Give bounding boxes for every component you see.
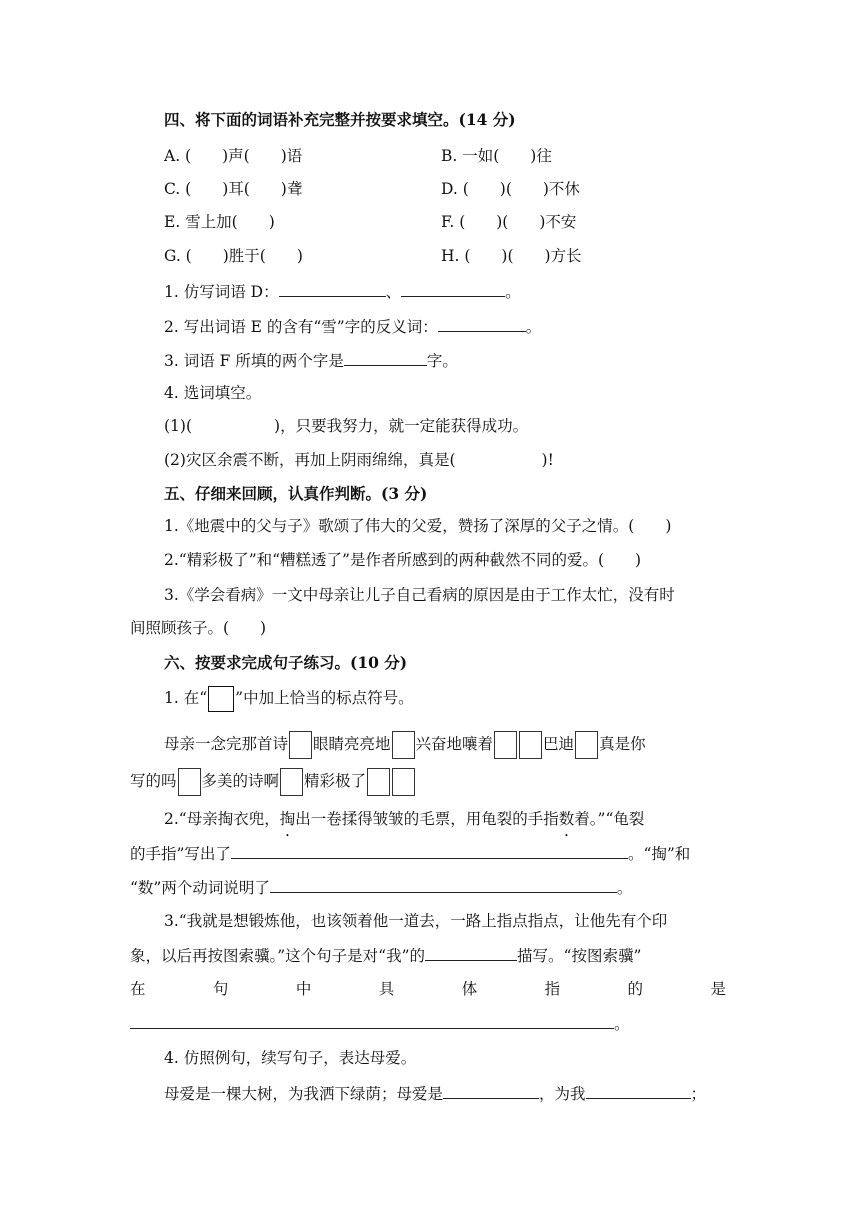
s6-question-2-line3 — [130, 877, 632, 898]
answer-blank[interactable] — [344, 350, 427, 366]
sentence-part: 眼睛亮亮地 — [313, 735, 391, 753]
punctuation-sentence-line2 — [130, 768, 416, 796]
spread-char: 体 — [461, 980, 478, 998]
s6-question-4: 4. 仿照例句，续写句子，表达母爱。 — [164, 1049, 417, 1067]
sentence-part: 母爱是一棵大树，为我洒下绿荫；母爱是 — [164, 1085, 444, 1103]
sentence-part: 精彩极了 — [304, 772, 367, 790]
sentence-part: 象，以后再按图索骥。”这个句子是对“我”的 — [130, 947, 426, 965]
s6-question-3-line3 — [130, 979, 726, 999]
sentence-part: 。 — [614, 1015, 630, 1033]
sentence-part: ，为我 — [539, 1085, 586, 1103]
sentence-part: 母亲一念完那首诗 — [164, 735, 289, 753]
sentence-part: 。 — [616, 879, 633, 897]
s6-question-2-line2 — [130, 843, 690, 864]
emphasis-char: 数 — [558, 810, 575, 828]
s6-question-3-line2 — [130, 945, 641, 966]
answer-blank[interactable] — [425, 945, 517, 961]
s6-question-1 — [164, 686, 414, 712]
sentence-part: 多美的诗啊 — [201, 772, 280, 790]
s4-question-4-1 — [164, 416, 528, 436]
s4-question-1 — [164, 281, 521, 302]
punctuation-box[interactable] — [494, 731, 517, 759]
s6-q1-text2: ”中加上恰当的标点符号。 — [235, 689, 414, 707]
idiom-c: C. ( )耳( )聋 — [164, 180, 303, 198]
idiom-f: F. ( )( )不安 — [441, 213, 577, 231]
punctuation-box[interactable] — [280, 768, 303, 796]
punctuation-box[interactable] — [367, 768, 390, 796]
answer-blank[interactable] — [586, 1083, 691, 1099]
s4-q3-text: 3. 词语 F 所填的两个字是 — [164, 352, 344, 370]
spread-char: 具 — [378, 980, 395, 998]
sentence-part: 兴奋地嚷着 — [415, 735, 494, 753]
s4-q3-end: 字。 — [426, 352, 458, 370]
section6-title: 六、按要求完成句子练习。(10 分) — [164, 653, 408, 672]
idiom-a: A. ( )声( )语 — [164, 147, 303, 165]
s4-q4-2-close: )! — [541, 451, 554, 469]
sentence-part: 。“掏”和 — [627, 845, 691, 863]
section5-title: 五、仔细来回顾，认真作判断。(3 分) — [164, 484, 428, 503]
spread-char: 指 — [544, 980, 561, 998]
judgement-2: 2.“精彩极了”和“糟糕透了”是作者所感到的两种截然不同的爱。( ) — [164, 551, 642, 569]
s6-question-3-line1: 3.“我就是想锻炼他，也该领着他一道去，一路上指点指点，让他先有个印 — [164, 912, 668, 930]
answer-blank[interactable] — [401, 281, 505, 297]
punctuation-box[interactable] — [392, 731, 415, 759]
sentence-part: 着。”“龟裂 — [574, 810, 645, 828]
sentence-part: 出一卷揉得皱皱的毛票，用龟裂的手指 — [295, 810, 559, 828]
punctuation-box[interactable] — [392, 768, 415, 796]
s4-question-2 — [164, 316, 541, 337]
s4-q1-sep: 、 — [385, 283, 402, 301]
sentence-part: “数”两个动词说明了 — [130, 879, 270, 897]
s4-question-3 — [164, 350, 458, 371]
s4-q4-1-text: )，只要我努力，就一定能获得成功。 — [274, 417, 529, 435]
s4-q1-end: 。 — [505, 283, 521, 301]
judgement-1: 1.《地震中的父与子》歌颂了伟大的父爱，赞扬了深厚的父子之情。( ) — [164, 517, 672, 535]
sentence-part: 2.“母亲掏衣兜， — [164, 810, 280, 828]
spread-char: 句 — [212, 980, 229, 998]
s4-question-4-2 — [164, 450, 554, 470]
s6-question-3-line4 — [130, 1013, 630, 1034]
s6-q1-text: 1. 在“ — [164, 689, 208, 707]
answer-blank[interactable] — [279, 281, 386, 297]
sentence-part: 写的吗 — [130, 772, 177, 790]
spread-char: 是 — [710, 980, 726, 998]
sentence-part: ； — [690, 1085, 707, 1103]
punctuation-box[interactable] — [289, 731, 312, 759]
punctuation-box[interactable] — [178, 768, 201, 796]
idiom-h: H. ( )( )方长 — [441, 247, 582, 265]
sentence-part: 描写。“按图索骥” — [517, 947, 642, 965]
sample-box — [208, 686, 234, 712]
s4-q2-end: 。 — [525, 318, 542, 336]
spread-char: 在 — [130, 980, 146, 998]
idiom-b: B. 一如( )往 — [441, 147, 552, 165]
judgement-3-cont: 间照顾孩子。( ) — [130, 619, 267, 637]
idiom-d: D. ( )( )不休 — [441, 180, 580, 198]
s4-q4-2-text: (2)灾区余震不断，再加上阴雨绵绵，真是( — [164, 451, 456, 469]
answer-blank[interactable] — [231, 843, 628, 859]
answer-blank[interactable] — [438, 316, 526, 332]
answer-blank[interactable] — [270, 877, 617, 893]
sentence-part: 真是你 — [599, 735, 646, 753]
spread-char: 的 — [627, 980, 644, 998]
punctuation-sentence-line1 — [164, 731, 646, 759]
s4-q2-text: 2. 写出词语 E 的含有“雪”字的反义词： — [164, 318, 438, 336]
emphasis-char: 掏 — [279, 810, 296, 828]
s4-question-4: 4. 选词填空。 — [164, 384, 262, 402]
s6-question-4-line1 — [164, 1083, 706, 1104]
s6-question-2-line1 — [164, 809, 644, 829]
answer-blank[interactable] — [443, 1083, 539, 1099]
punctuation-box[interactable] — [519, 731, 542, 759]
section4-title: 四、将下面的词语补充完整并按要求填空。(14 分) — [164, 110, 516, 129]
spread-char: 中 — [295, 980, 312, 998]
sentence-part: 的手指”写出了 — [130, 845, 231, 863]
answer-blank[interactable] — [130, 1013, 614, 1029]
s4-q4-1-open: (1)( — [164, 417, 193, 435]
idiom-e: E. 雪上加( ) — [164, 213, 275, 231]
idiom-g: G. ( )胜于( ) — [164, 247, 303, 265]
sentence-part: 巴迪 — [543, 735, 575, 753]
punctuation-box[interactable] — [575, 731, 598, 759]
judgement-3: 3.《学会看病》一文中母亲让儿子自己看病的原因是由于工作太忙，没有时 — [164, 586, 675, 604]
s4-q1-text: 1. 仿写词语 D： — [164, 283, 279, 301]
